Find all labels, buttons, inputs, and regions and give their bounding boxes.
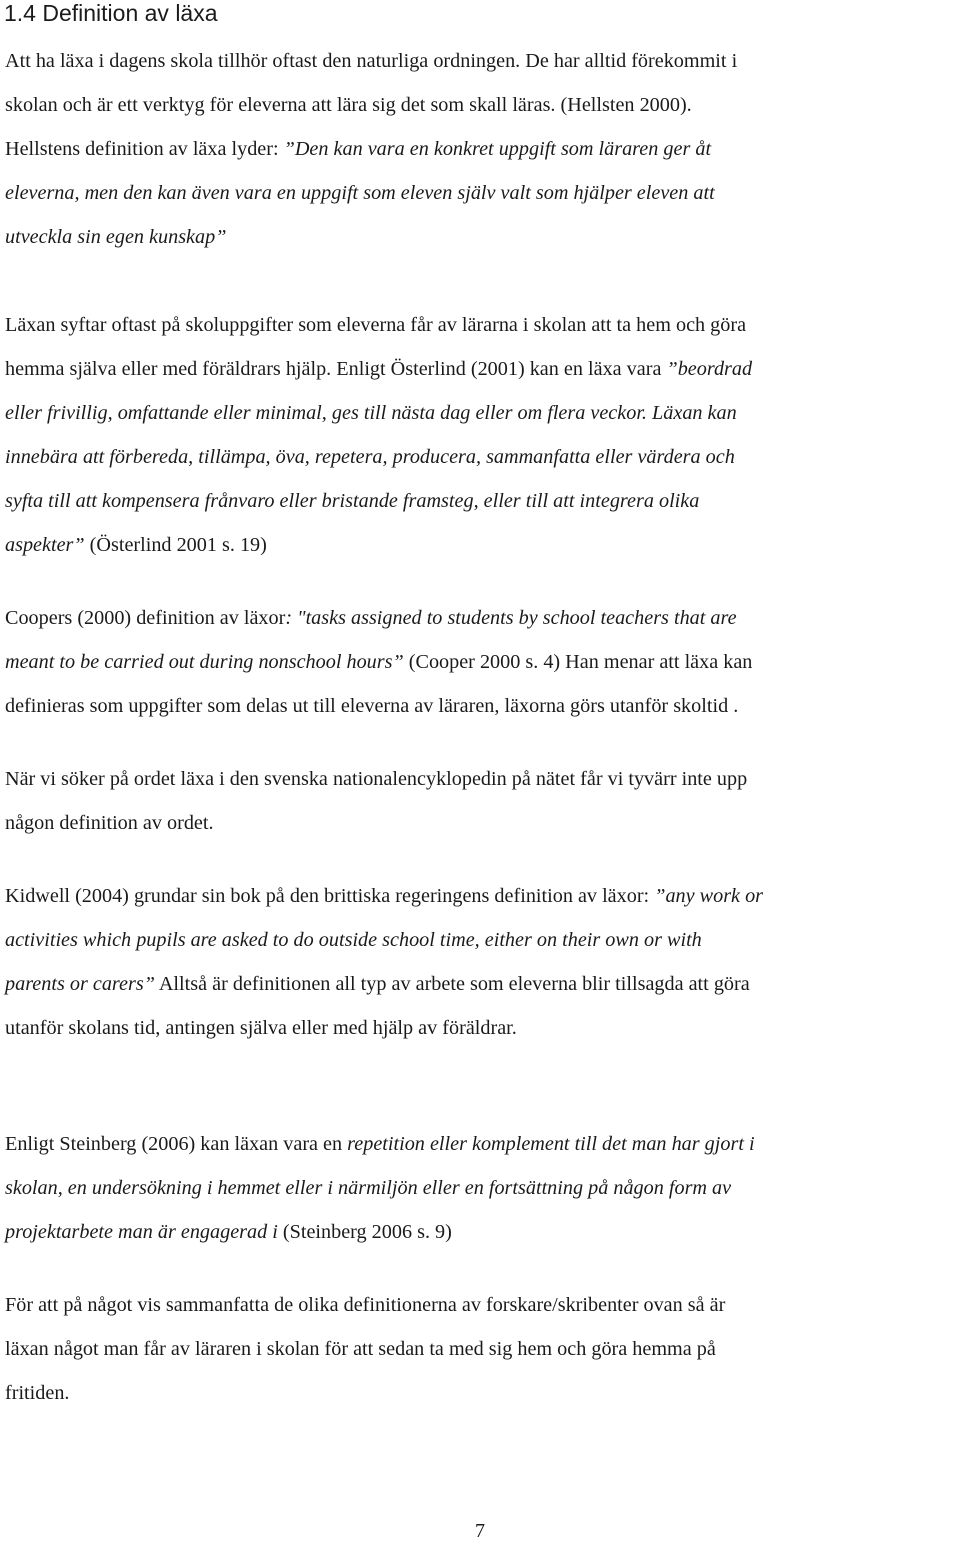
paragraph-1-line-5-quote: utveckla sin egen kunskap” <box>5 226 227 248</box>
paragraph-5-line-2-quote: activities which pupils are asked to do outside school time, either on their own or with <box>5 929 702 951</box>
paragraph-1-line-2-text: skolan och är ett verktyg för eleverna att lära sig det som skall läras. (Hellsten 2000). <box>5 94 692 116</box>
paragraph-2-line-5-quote: syfta till att kompensera frånvaro eller bristande framsteg, eller till att integrera olika <box>5 490 700 512</box>
paragraph-2-line-5 <box>5 479 960 523</box>
paragraph-1-line-2 <box>5 83 960 127</box>
paragraph-6-line-1-text: Enligt Steinberg (2006) kan läxan vara en <box>5 1133 348 1155</box>
paragraph-2-line-1: Läxan syftar oftast på skoluppgifter som eleverna får av lärarna i skolan att ta hem och göra <box>5 314 747 336</box>
section-heading: 1.4 Definition av läxa <box>4 0 218 26</box>
paragraph-3-line-1 <box>5 596 960 640</box>
paragraph-5-line-3-quote: parents or carers” <box>5 973 155 995</box>
paragraph-6-line-2-quote: skolan, en undersökning i hemmet eller i närmiljön eller en fortsättning på någon form av <box>5 1177 732 1199</box>
paragraph-2-line-2 <box>5 347 960 391</box>
paragraph-7-line-2: läxan något man får av läraren i skolan för att sedan ta med sig hem och göra hemma på <box>5 1338 716 1360</box>
paragraph-5-line-3 <box>5 962 960 1006</box>
paragraph-1-line-1: Att ha läxa i dagens skola tillhör oftast den naturliga ordningen. De har alltid förekommit i <box>5 50 738 72</box>
paragraph-1-line-3-text: Hellstens definition av läxa lyder: <box>5 138 284 160</box>
page-number: 7 <box>475 1520 485 1542</box>
paragraph-6-line-1 <box>5 1122 960 1166</box>
paragraph-3-line-3: definieras som uppgifter som delas ut till eleverna av läraren, läxorna görs utanför skoltid . <box>5 695 739 717</box>
paragraph-4-line-1: När vi söker på ordet läxa i den svenska nationalencyklopedin på nätet får vi tyvärr inte upp <box>5 768 748 790</box>
paragraph-6-line-3-quote: projektarbete man är engagerad i <box>5 1221 278 1243</box>
paragraph-5-line-1-quote: ”any work or <box>654 885 764 907</box>
paragraph-2-line-6 <box>5 523 960 567</box>
paragraph-1-line-3 <box>5 127 960 171</box>
paragraph-3-line-2 <box>5 640 960 684</box>
paragraph-7-line-1: För att på något vis sammanfatta de olika definitionerna av forskare/skribenter ovan så är <box>5 1294 726 1316</box>
paragraph-1-line-3-quote: ”Den kan vara en konkret uppgift som läraren ger åt <box>283 138 712 160</box>
paragraph-3-line-1-text: Coopers (2000) definition av läxor <box>5 607 286 629</box>
paragraph-2-line-3-quote: eller frivillig, omfattande eller minimal, ges till nästa dag eller om flera veckor. <box>5 402 647 424</box>
paragraph-2-line-4-quote: innebära att förbereda, tillämpa, öva, repetera, producera, sammanfatta eller värdera och <box>5 446 735 468</box>
paragraph-5-line-1 <box>5 874 960 918</box>
paragraph-6-line-2 <box>5 1166 960 1210</box>
paragraph-2-line-2-text: hemma själva eller med föräldrars hjälp. Enligt Österlind (2001) kan en läxa vara <box>5 358 667 380</box>
paragraph-1-line-4 <box>5 171 960 215</box>
paragraph-7-line-3: fritiden. <box>5 1382 70 1404</box>
paragraph-2-line-6-quote: aspekter” <box>5 534 85 556</box>
paragraph-5-line-3-text: Alltså är definitionen all typ av arbete som eleverna blir tillsagda att göra <box>154 973 750 995</box>
paragraph-2-line-3 <box>5 391 960 435</box>
paragraph-6-line-3 <box>5 1210 960 1254</box>
paragraph-3-line-1-quote: : "tasks assigned to students by school teachers that are <box>285 607 737 629</box>
paragraph-3-line-2-quote: meant to be carried out during nonschool hours” <box>5 651 404 673</box>
paragraph-5-line-2 <box>5 918 960 962</box>
paragraph-1-line-4-quote: eleverna, men den kan även vara en uppgift som eleven själv valt som hjälper eleven att <box>5 182 715 204</box>
paragraph-2-line-4 <box>5 435 960 479</box>
paragraph-5-line-4: utanför skolans tid, antingen själva eller med hjälp av föräldrar. <box>5 1017 517 1039</box>
paragraph-5-line-1-text: Kidwell (2004) grundar sin bok på den brittiska regeringens definition av läxor: <box>5 885 655 907</box>
paragraph-1-line-5 <box>5 215 960 259</box>
paragraph-6-line-3-citation: (Steinberg 2006 s. 9) <box>277 1221 452 1243</box>
paragraph-3-line-2-text: (Cooper 2000 s. 4) Han menar att läxa kan <box>403 651 753 673</box>
paragraph-4-line-2: någon definition av ordet. <box>5 812 214 834</box>
paragraph-2-line-2-quote: ”beordrad <box>666 358 753 380</box>
paragraph-6-line-1-quote: repetition eller komplement till det man har gjort i <box>347 1133 755 1155</box>
paragraph-2-line-3-quote-cont: Läxan kan <box>646 402 737 424</box>
paragraph-2-line-6-citation: (Österlind 2001 s. 19) <box>84 534 267 556</box>
